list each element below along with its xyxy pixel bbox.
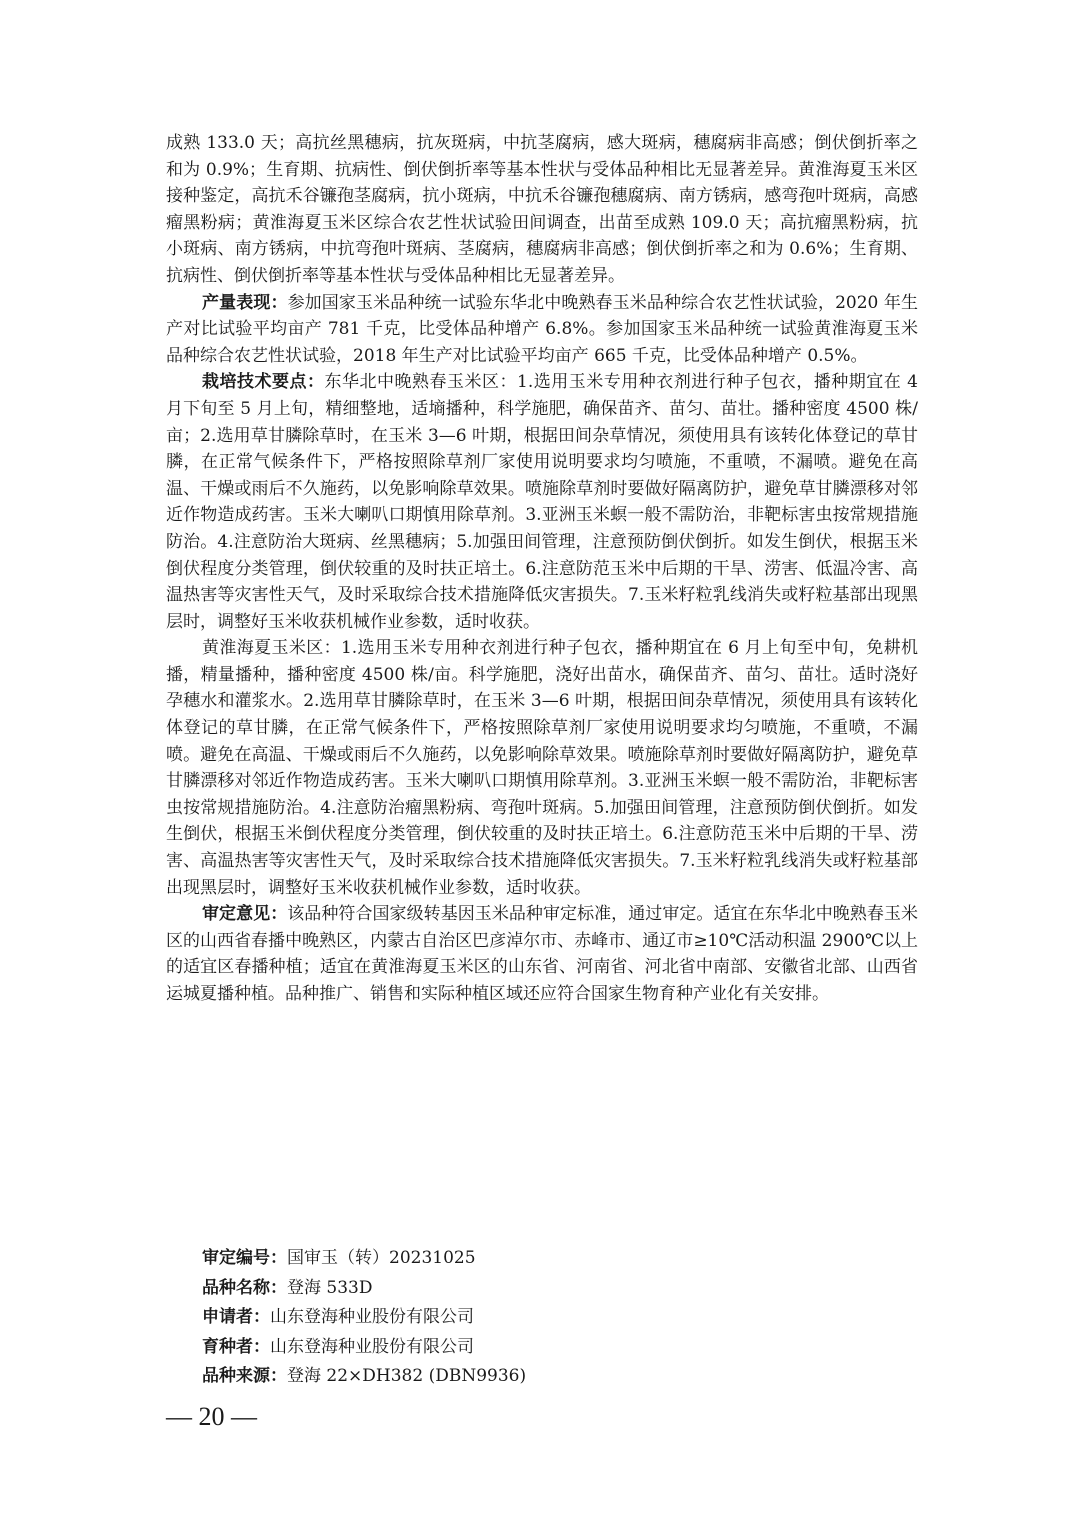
variety-name-row (202, 1274, 526, 1304)
cultivation-heading: 栽培技术要点： (202, 372, 325, 393)
paragraph-yield (166, 290, 918, 370)
paragraph-cultivation-summer: 黄淮海夏玉米区：1.选用玉米专用种衣剂进行种子包衣，播种期宜在 6 月上旬至中旬，免耕机播，精量播种，播种密度 4500 株/亩。科学施肥，浇好出苗水，确保苗齐、苗匀、苗壮。适时浇好孕穗水和灌浆水。2.选用草甘膦除草时，在玉米 3—6 叶期，根据田间杂草情况，须使用具有该转化体登记的草甘膦，在正常气候条件下，严格按照除草剂厂家使用说明要求均匀喷施，不重喷，不漏喷。避免在高温、干燥或雨后不久施药，以免影响除草效果。喷施除草剂时要做好隔离防护，避免草甘膦漂移对邻近作物造成药害。玉米大喇叭口期慎用除草剂。3.亚洲玉米螟一般不需防治，非靶标害虫按常规措施防治。4.注意防治瘤黑粉病、弯孢叶斑病。5.加强田间管理，注意预防倒伏倒折。如发生倒伏，根据玉米倒伏程度分类管理，倒伏较重的及时扶正培土。6.注意防范玉米中后期的干旱、涝害、高温热害等灾害性天气，及时采取综合技术措施降低灾害损失。7.玉米籽粒乳线消失或籽粒基部出现黑层时，调整好玉米收获机械作业参数，适时收获。 (166, 638, 918, 898)
applicant-row (202, 1303, 526, 1333)
approval-number-row (202, 1244, 526, 1274)
yield-text: 参加国家玉米品种统一试验东华北中晚熟春玉米品种综合农艺性状试验，2020 年生产对比试验平均亩产 781 千克，比受体品种增产 6.8%。参加国家玉米品种统一试验黄淮海夏玉米品种综合农艺性状试验，2018 年生产对比试验平均亩产 665 千克，比受体品种增产 0.5%。 (166, 292, 919, 366)
applicant-label: 申请者： (202, 1307, 270, 1327)
opinion-heading: 审定意见： (202, 904, 288, 925)
page-number: — 20 — (166, 1402, 257, 1431)
breeder-value: 山东登海种业股份有限公司 (270, 1336, 474, 1357)
breeder-row (202, 1333, 526, 1363)
opinion-text: 该品种符合国家级转基因玉米品种审定标准，通过审定。适宜在东华北中晚熟春玉米区的山西省春播中晚熟区，内蒙古自治区巴彦淖尔市、赤峰市、通辽市≥10℃活动积温 2900℃以上的适宜区春播种植；适宜在黄淮海夏玉米区的山东省、河南省、河北省中南部、安徽省北部、山西省运城夏播种植。品种推广、销售和实际种植区域还应符合国家生物育种产业化有关安排。 (166, 904, 919, 1004)
variety-record (202, 1244, 526, 1392)
variety-source-label: 品种来源： (202, 1366, 287, 1386)
cultivation-spring-text: 东华北中晚熟春玉米区：1.选用玉米专用种衣剂进行种子包衣，播种期宜在 4 月下旬至 5 月上旬，精细整地，适墒播种，科学施肥，确保苗齐、苗匀、苗壮。播种密度 4500 株/亩；2.选用草甘膦除草时，在玉米 3—6 叶期，根据田间杂草情况，须使用具有该转化体登记的草甘膦，在正常气候条件下，严格按照除草剂厂家使用说明要求均匀喷施，不重喷，不漏喷。避免在高温、干燥或雨后不久施药，以免影响除草效果。喷施除草剂时要做好隔离防护，避免草甘膦漂移对邻近作物造成药害。玉米大喇叭口期慎用除草剂。3.亚洲玉米螟一般不需防治，非靶标害虫按常规措施防治。4.注意防治大斑病、丝黑穗病；5.加强田间管理，注意预防倒伏倒折。如发生倒伏，根据玉米倒伏程度分类管理，倒伏较重的及时扶正培土。6.注意防范玉米中后期的干旱、涝害、低温冷害、高温热害等灾害性天气，及时采取综合技术措施降低灾害损失。7.玉米籽粒乳线消失或籽粒基部出现黑层时，调整好玉米收获机械作业参数，适时收获。 (166, 372, 918, 632)
breeder-label: 育种者： (202, 1336, 270, 1357)
paragraph-cultivation-spring (166, 369, 918, 635)
yield-heading: 产量表现： (202, 292, 288, 313)
approval-number-label: 审定编号： (202, 1248, 287, 1268)
paragraph-opinion (166, 901, 918, 1007)
applicant-value: 山东登海种业股份有限公司 (270, 1307, 474, 1327)
paragraph-disease-resistance: 成熟 133.0 天；高抗丝黑穗病，抗灰斑病，中抗茎腐病，感大斑病，穗腐病非高感；倒伏倒折率之和为 0.9%；生育期、抗病性、倒伏倒折率等基本性状与受体品种相比无显著差异。黄淮海夏玉米区接种鉴定，高抗禾谷镰孢茎腐病，抗小斑病，中抗禾谷镰孢穗腐病、南方锈病，感弯孢叶斑病，高感瘤黑粉病；黄淮海夏玉米区综合农艺性状试验田间调查，出苗至成熟 109.0 天；高抗瘤黑粉病，抗小斑病、南方锈病，中抗弯孢叶斑病、茎腐病，穗腐病非高感；倒伏倒折率之和为 0.6%；生育期、抗病性、倒伏倒折率等基本性状与受体品种相比无显著差异。 (166, 133, 918, 286)
variety-source-row (202, 1362, 526, 1392)
approval-number-value: 国审玉（转）20231025 (287, 1248, 476, 1268)
variety-source-value: 登海 22×DH382 (DBN9936) (287, 1366, 527, 1386)
variety-name-value: 登海 533D (287, 1277, 373, 1298)
body-text (166, 130, 918, 1008)
variety-name-label: 品种名称： (202, 1277, 287, 1298)
